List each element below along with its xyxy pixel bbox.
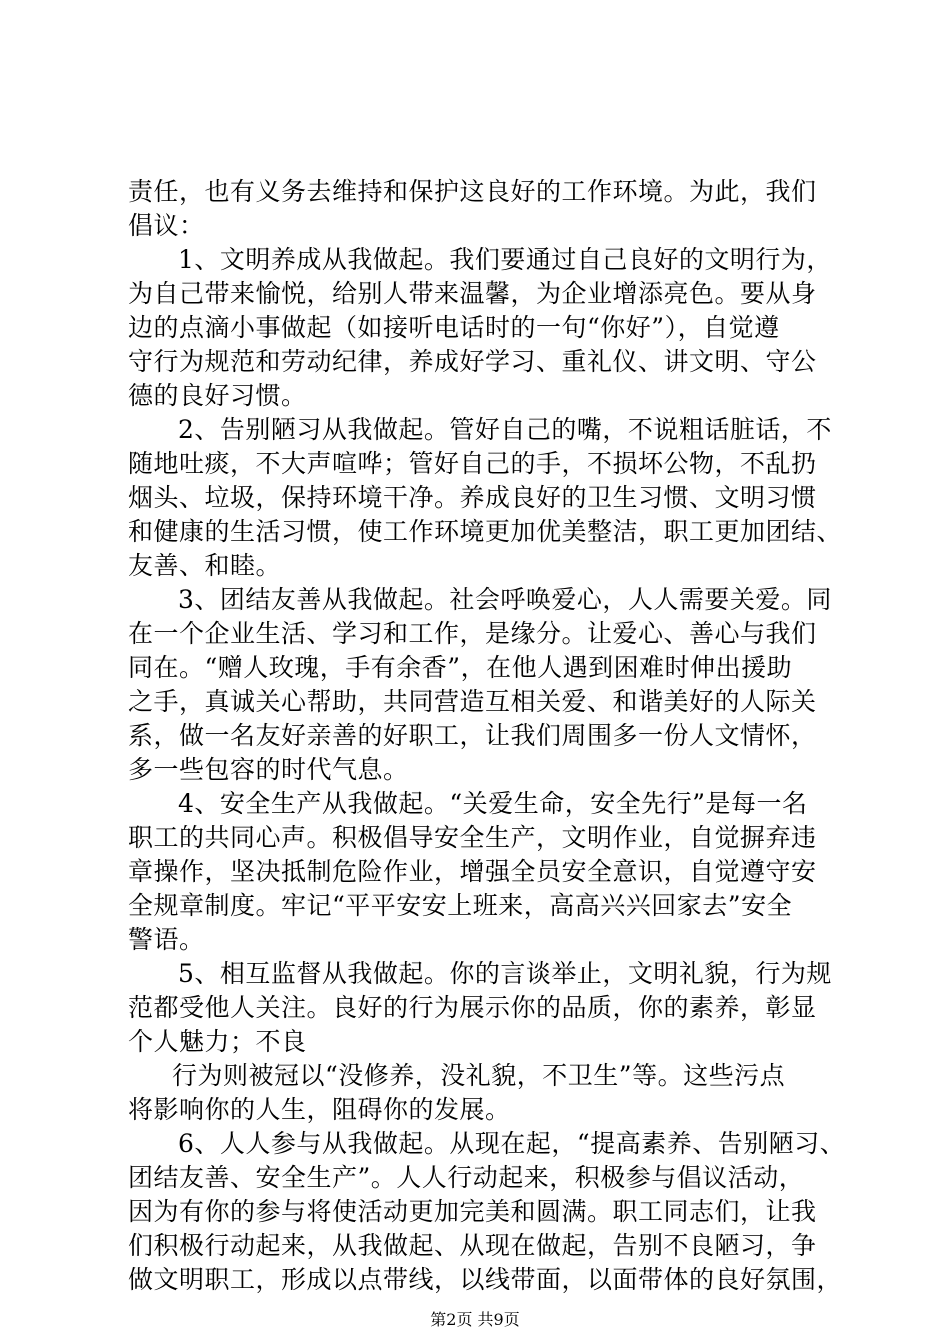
text-line: 范都受他人关注。良好的行为展示你的品质，你的素养，彰显 xyxy=(128,993,817,1022)
text-line: 同在。“赠人玫瑰，手有余香”，在他人遇到困难时伸出援助 xyxy=(128,653,793,682)
text-line: 警语。 xyxy=(128,925,205,954)
paragraph-3-start: 3、团结友善从我做起。社会呼唤爱心，人人需要关爱。同 xyxy=(178,585,832,614)
text-line: 做文明职工，形成以点带线，以线带面，以面带体的良好氛围， xyxy=(128,1265,843,1294)
text-line: 友善、和睦。 xyxy=(128,551,282,580)
text-line: 系，做一名友好亲善的好职工，让我们周围多一份人文情怀， xyxy=(128,721,817,750)
text-line: 将影响你的人生，阻碍你的发展。 xyxy=(128,1095,511,1124)
page-footer: 第2页 共9页 xyxy=(430,1310,520,1329)
text-line: 德的良好习惯。 xyxy=(128,381,307,410)
text-line: 因为有你的参与将使活动更加完美和圆满。职工同志们，让我 xyxy=(128,1197,817,1226)
text-line: 多一些包容的时代气息。 xyxy=(128,755,409,784)
paragraph-4-start: 4、安全生产从我做起。“关爱生命，安全先行”是每一名 xyxy=(178,789,808,818)
text-line: 和健康的生活习惯，使工作环境更加优美整洁，职工更加团结、 xyxy=(128,517,843,546)
text-line: 守行为规范和劳动纪律，养成好学习、重礼仪、讲文明、守公 xyxy=(128,347,817,376)
text-line: 为自己带来愉悦，给别人带来温馨，为企业增添亮色。要从身 xyxy=(128,279,817,308)
text-line: 全规章制度。牢记“平平安安上班来，高高兴兴回家去”安全 xyxy=(128,891,793,920)
text-line: 行为则被冠以“没修养，没礼貌，不卫生”等。这些污点 xyxy=(172,1061,786,1090)
text-line: 章操作，坚决抵制危险作业，增强全员安全意识，自觉遵守安 xyxy=(128,857,817,886)
text-line: 们积极行动起来，从我做起、从现在做起，告别不良陋习，争 xyxy=(128,1231,817,1260)
text-line: 边的点滴小事做起（如接听电话时的一句“你好”），自觉遵 xyxy=(128,313,780,342)
text-line: 个人魅力；不良 xyxy=(128,1027,307,1056)
paragraph-1-start: 1、文明养成从我做起。我们要通过自己良好的文明行为， xyxy=(178,245,832,274)
text-line: 在一个企业生活、学习和工作，是缘分。让爱心、善心与我们 xyxy=(128,619,817,648)
text-line: 随地吐痰，不大声喧哗；管好自己的手，不损坏公物，不乱扔 xyxy=(128,449,817,478)
text-line: 倡议： xyxy=(128,211,205,240)
paragraph-6-start: 6、人人参与从我做起。从现在起，“提高素养、告别陋习、 xyxy=(178,1129,846,1158)
text-line: 职工的共同心声。积极倡导安全生产，文明作业，自觉摒弃违 xyxy=(128,823,817,852)
text-line: 之手，真诚关心帮助，共同营造互相关爱、和谐美好的人际关 xyxy=(128,687,817,716)
text-line: 责任，也有义务去维持和保护这良好的工作环境。为此，我们 xyxy=(128,177,817,206)
text-line: 团结友善、安全生产”。人人行动起来，积极参与倡议活动， xyxy=(128,1163,805,1192)
paragraph-2-start: 2、告别陋习从我做起。管好自己的嘴，不说粗话脏话，不 xyxy=(178,415,832,444)
paragraph-5-start: 5、相互监督从我做起。你的言谈举止，文明礼貌，行为规 xyxy=(178,959,832,988)
text-line: 烟头、垃圾，保持环境干净。养成良好的卫生习惯、文明习惯 xyxy=(128,483,817,512)
